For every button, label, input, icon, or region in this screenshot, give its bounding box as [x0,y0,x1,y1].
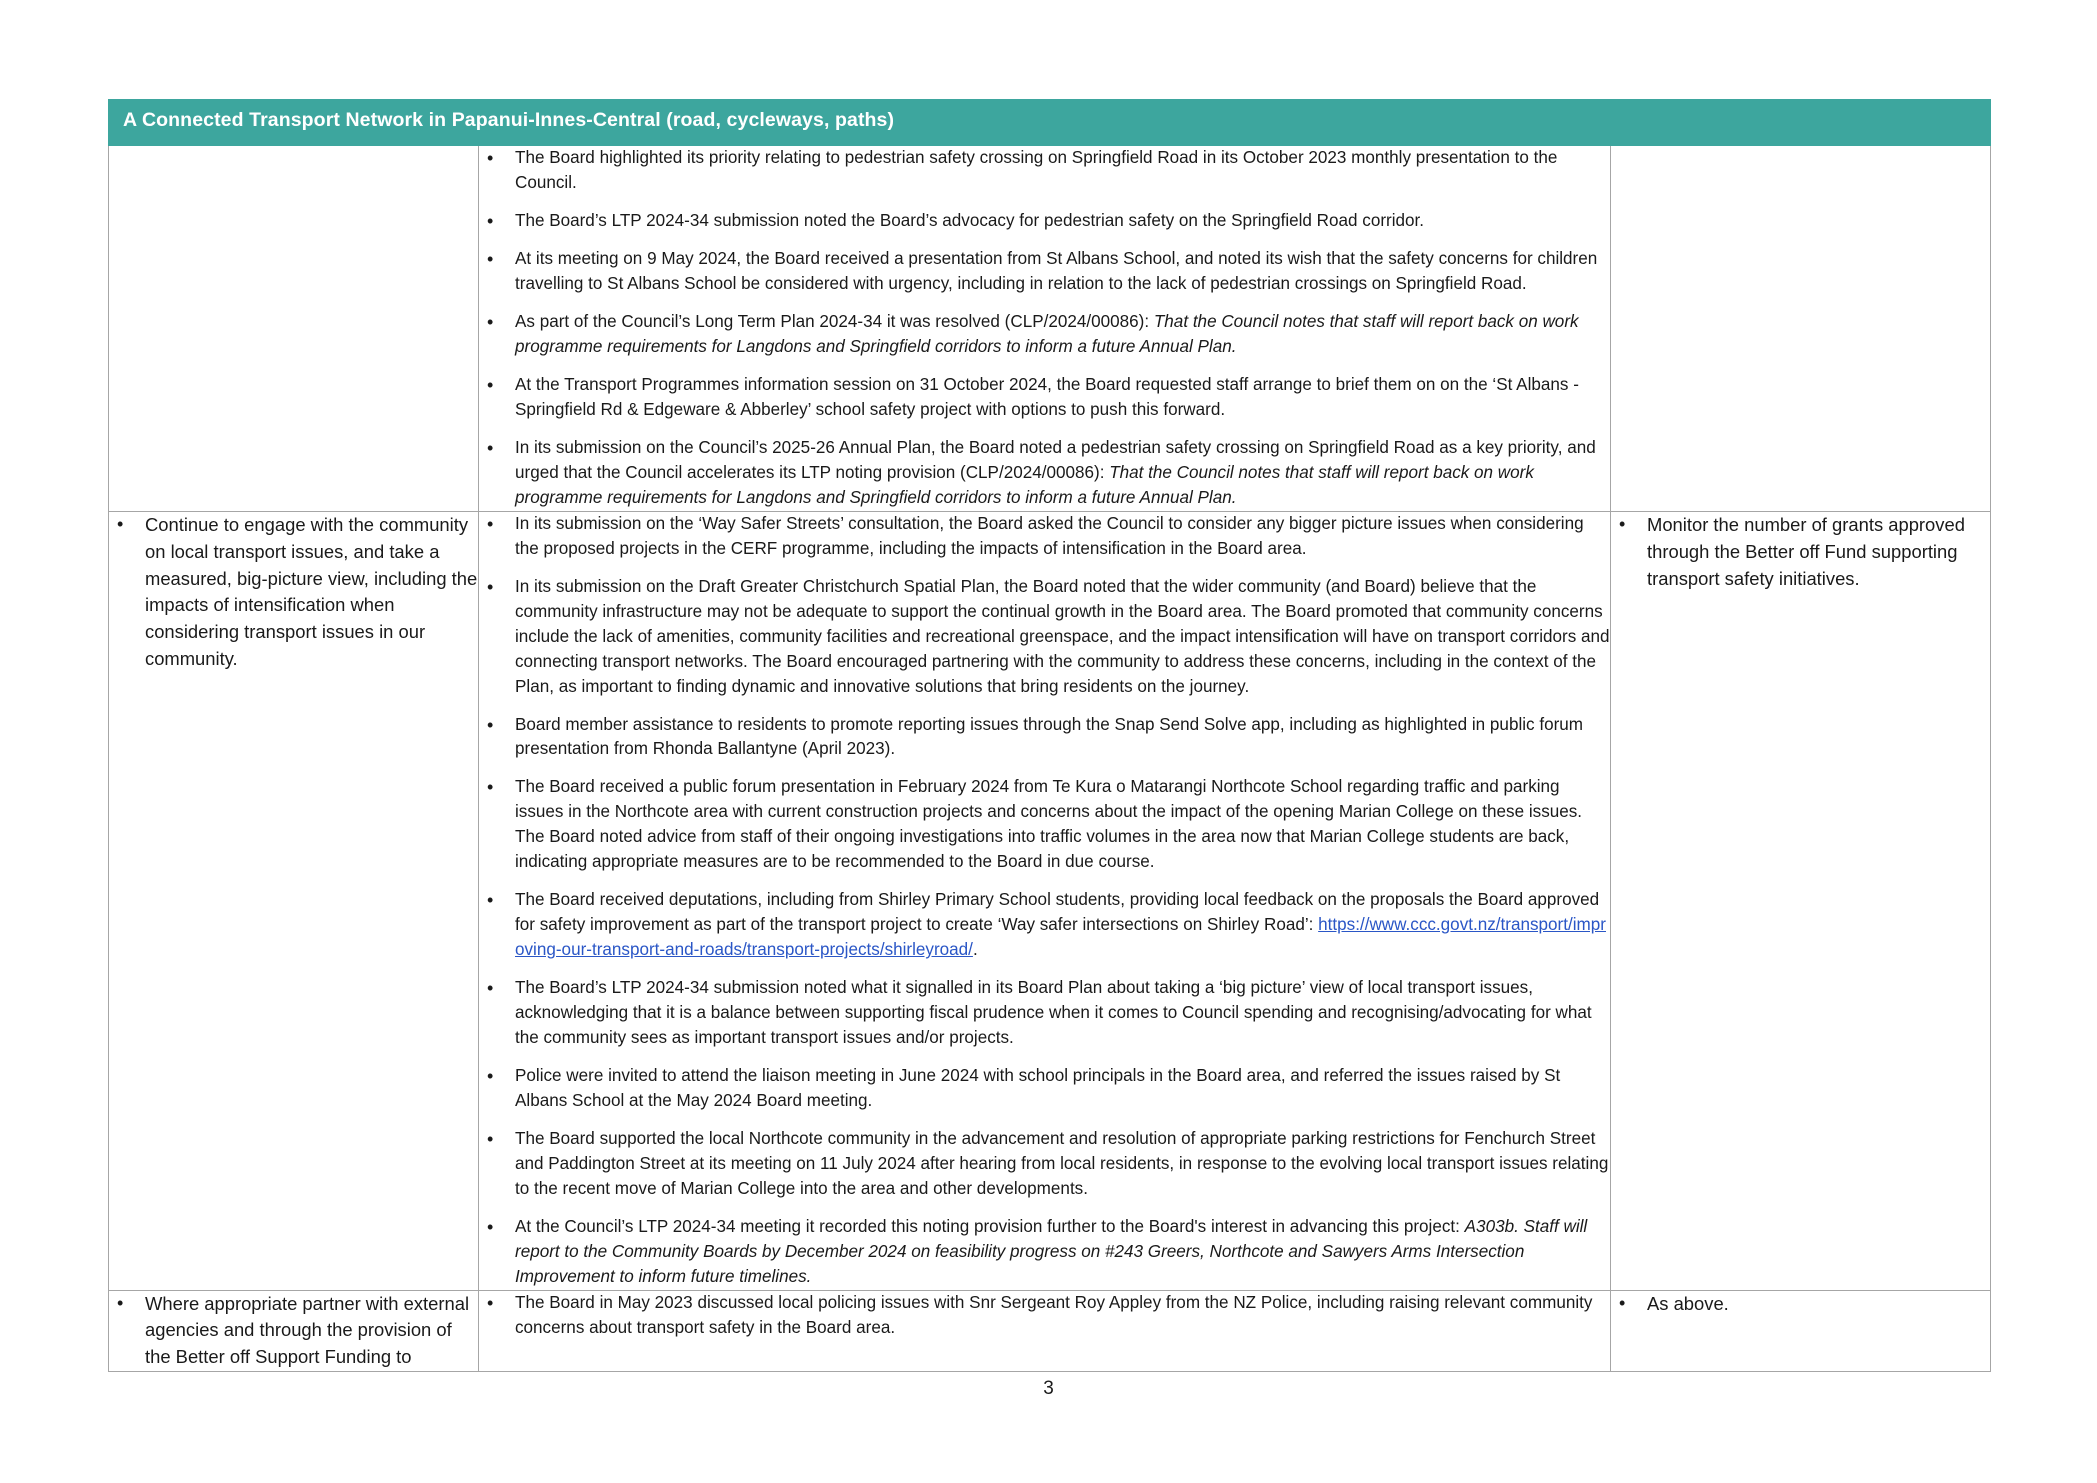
activity-item [479,209,1610,234]
activity-item [479,512,1610,562]
activity-list [479,512,1610,1290]
table-header-cell [109,100,1991,146]
body-text: Monitor the number of grants approved through the Better off Fund supporting transport safety initiatives. [1647,513,1965,589]
emphasised-text: That the Council notes that staff will report back on work programme requirements for Langdons and Springfield corridors to inform a future Annual Plan. [515,312,1579,357]
body-text: Continue to engage with the community on local transport issues, and take a measured, big-picture view, including the impacts of intensification when considering transport issues in our community. [145,513,478,670]
activity-item [479,146,1610,196]
body-text: At the Council’s LTP 2024-34 meeting it recorded this noting provision further to the Board's interest in advancing this project: [515,1216,1465,1236]
body-text: . [972,940,978,960]
measures-cell [1611,511,1991,1290]
activities-cell [479,1290,1611,1372]
table-row [109,511,1991,1290]
body-text: The Board’s LTP 2024-34 submission noted what it signalled in its Board Plan about taking a ‘big picture’ view of local transport issues, acknowledging that it is a balance between supporting fiscal prudence when it comes to Council spending and recognising/advocating for what the community sees as important transport issues and/or projects. [515,978,1592,1047]
activity-item [479,1064,1610,1114]
goal-list [109,512,478,673]
body-text: The Board received a public forum presentation in February 2024 from Te Kura o Matarangi Northcote School regarding traffic and parking issues in the Northcote area with current construction projects and concerns about the impact of the opening Marian College on these issues. The Board noted advice from staff of their ongoing investigations into traffic volumes in the area now that Marian College students are back, indicating appropriate measures are to be recommended to the Board in due course. [515,777,1583,872]
activity-item [479,373,1610,423]
table-row [109,1290,1991,1372]
body-text: Police were invited to attend the liaison meeting in June 2024 with school principals in the Board area, and referred the issues raised by St Albans School at the May 2024 Board meeting. [515,1065,1561,1110]
activity-item [479,1291,1610,1341]
body-text: At its meeting on 9 May 2024, the Board received a presentation from St Albans School, and noted its wish that the safety concerns for children travelling to St Albans School be considered with urgency, including in relation to the lack of pedestrian crossings on Springfield Road. [515,249,1598,294]
activity-item [479,976,1610,1051]
goal-cell [109,511,479,1290]
goal-list [109,1291,478,1372]
goal-item [109,1291,478,1372]
activity-item [479,1127,1610,1202]
measure-list [1611,1291,1990,1318]
activity-item [479,888,1610,963]
body-text: The Board highlighted its priority relating to pedestrian safety crossing on Springfield Road in its October 2023 monthly presentation to the Council. [515,148,1558,193]
body-text: As above. [1647,1292,1729,1314]
activity-item [479,775,1610,875]
measure-item [1611,1291,1990,1318]
table-body [109,146,1991,1372]
body-text: The Board’s LTP 2024-34 submission noted the Board’s advocacy for pedestrian safety on the Springfield Road corridor. [515,211,1425,231]
page-number: 3 [1043,1378,1054,1399]
activity-list [479,1291,1610,1341]
body-text: In its submission on the Draft Greater Christchurch Spatial Plan, the Board noted that the wider community (and Board) believe that the community infrastructure may not be adequate to support the continual growth in the Board area. The Board promoted that community concerns include the lack of amenities, community facilities and recreational greenspace, and the impact intensification will have on transport corridors and connecting transport networks. The Board encouraged partnering with the community to address these concerns, including in the context of the Plan, as important to finding dynamic and innovative solutions that bring residents on the journey. [515,576,1610,696]
table-row [109,146,1991,511]
body-text: Board member assistance to residents to promote reporting issues through the Snap Send Solve app, including as highlighted in public forum presentation from Rhonda Ballantyne (April 2023). [515,714,1584,759]
measures-cell [1611,146,1991,511]
activity-list [479,146,1610,510]
activity-item [479,310,1610,360]
activity-item [479,1215,1610,1290]
table-header-row [109,100,1991,146]
activities-cell [479,511,1611,1290]
body-text: As part of the Council’s Long Term Plan 2024-34 it was resolved (CLP/2024/00086): [515,312,1154,332]
goal-item [109,512,478,673]
activity-item [479,575,1610,700]
emphasised-text: That the Council notes that staff will report back on work programme requirements for Langdons and Springfield corridors to inform a future Annual Plan. [515,462,1534,507]
activity-item [479,436,1610,511]
measure-list [1611,512,1990,593]
goal-cell [109,1290,479,1372]
activity-item [479,247,1610,297]
table-header-title: A Connected Transport Network in Papanui-Innes-Central (road, cycleways, paths) [123,109,895,131]
emphasised-text: A303b. Staff will report to the Community Boards by December 2024 on feasibility progress on #243 Greers, Northcote and Sawyers Arms Intersection Improvement to inform future timelines. [515,1216,1588,1286]
body-text: In its submission on the Council’s 2025-26 Annual Plan, the Board noted a pedestrian safety crossing on Springfield Road as a key priority, and urged that the Council accelerates its LTP noting provision (CLP/2024/00086): [515,437,1596,482]
body-text: In its submission on the ‘Way Safer Streets’ consultation, the Board asked the Council to consider any bigger picture issues when considering the proposed projects in the CERF programme, including the impacts of intensification in the Board area. [515,513,1584,558]
body-text: At the Transport Programmes information session on 31 October 2024, the Board requested staff arrange to brief them on on the ‘St Albans - Springfield Rd & Edgeware & Abberley’ school safety project with options to push this forward. [515,375,1579,420]
activities-cell [479,146,1611,511]
measure-item [1611,512,1990,593]
measures-cell [1611,1290,1991,1372]
body-text: The Board received deputations, including from Shirley Primary School students, providing local feedback on the proposals the Board approved for safety improvement as part of the transport project to create ‘Way safer intersections on Shirley Road’: [515,890,1600,935]
goal-cell [109,146,479,511]
body-text: The Board in May 2023 discussed local policing issues with Snr Sergeant Roy Appley from the NZ Police, including raising relevant community concerns about transport safety in the Board area. [515,1292,1593,1337]
body-text: The Board supported the local Northcote community in the advancement and resolution of appropriate parking restrictions for Fenchurch Street and Paddington Street at its meeting on 11 July 2024 after hearing from local residents, in response to the evolving local transport issues relating to the recent move of Marian College into the area and other developments. [515,1128,1609,1198]
board-plan-table [108,99,1991,1372]
body-text: Where appropriate partner with external agencies and through the provision of the Better off Support Funding to [145,1292,470,1368]
external-link[interactable]: https://www.ccc.govt.nz/transport/improving-our-transport-and-roads/transport-projects/shirleyroad/ [515,915,1606,960]
activity-item [479,713,1610,763]
